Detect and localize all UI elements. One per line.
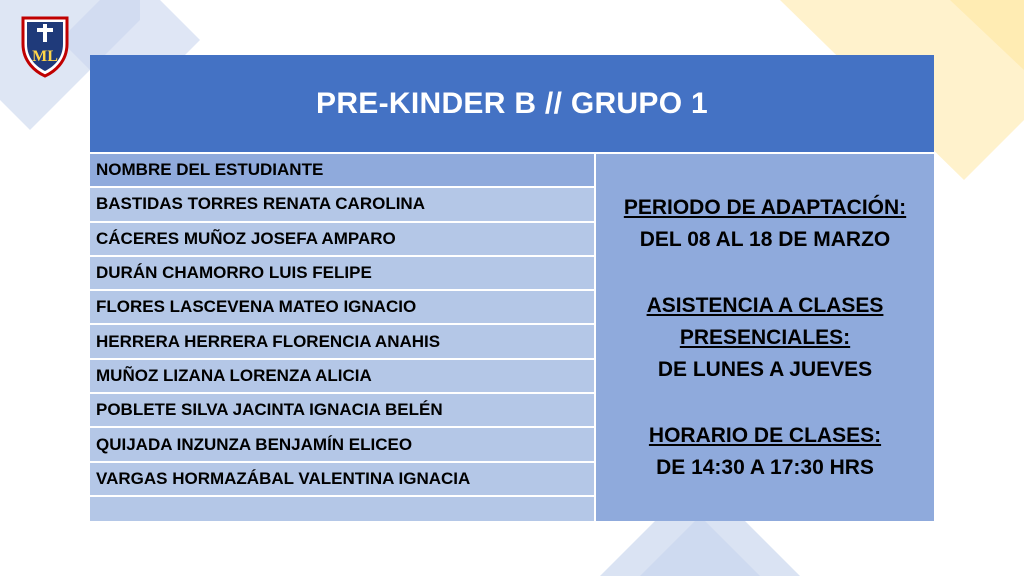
student-row: HERRERA HERRERA FLORENCIA ANAHIS	[90, 323, 594, 357]
student-row: CÁCERES MUÑOZ JOSEFA AMPARO	[90, 221, 594, 255]
student-list-header: NOMBRE DEL ESTUDIANTE	[90, 152, 594, 186]
empty-row	[90, 495, 594, 521]
student-row: BASTIDAS TORRES RENATA CAROLINA	[90, 186, 594, 220]
student-row: QUIJADA INZUNZA BENJAMÍN ELICEO	[90, 426, 594, 460]
attendance-value: DE LUNES A JUEVES	[657, 357, 873, 381]
schedule-heading: HORARIO DE CLASES:	[648, 423, 882, 447]
student-list	[90, 152, 594, 521]
page-title: PRE-KINDER B // GRUPO 1	[316, 86, 708, 120]
attendance-heading-line2: PRESENCIALES:	[679, 325, 851, 349]
adaptation-period	[624, 192, 906, 256]
school-crest-logo	[20, 14, 70, 78]
attendance-heading-line1: ASISTENCIA A CLASES	[646, 293, 884, 317]
adaptation-value: DEL 08 AL 18 DE MARZO	[639, 227, 891, 251]
student-row: MUÑOZ LIZANA LORENZA ALICIA	[90, 358, 594, 392]
school-crest-icon	[20, 14, 70, 78]
info-panel	[594, 152, 934, 521]
svg-text:ML: ML	[32, 48, 58, 65]
attendance-info	[647, 290, 884, 386]
class-schedule	[649, 420, 881, 484]
title-banner	[90, 55, 934, 152]
student-row: DURÁN CHAMORRO LUIS FELIPE	[90, 255, 594, 289]
schedule-value: DE 14:30 A 17:30 HRS	[656, 455, 874, 479]
student-row: FLORES LASCEVENA MATEO IGNACIO	[90, 289, 594, 323]
student-table	[90, 152, 934, 521]
student-row: POBLETE SILVA JACINTA IGNACIA BELÉN	[90, 392, 594, 426]
student-row: VARGAS HORMAZÁBAL VALENTINA IGNACIA	[90, 461, 594, 495]
adaptation-heading: PERIODO DE ADAPTACIÓN:	[623, 195, 907, 219]
